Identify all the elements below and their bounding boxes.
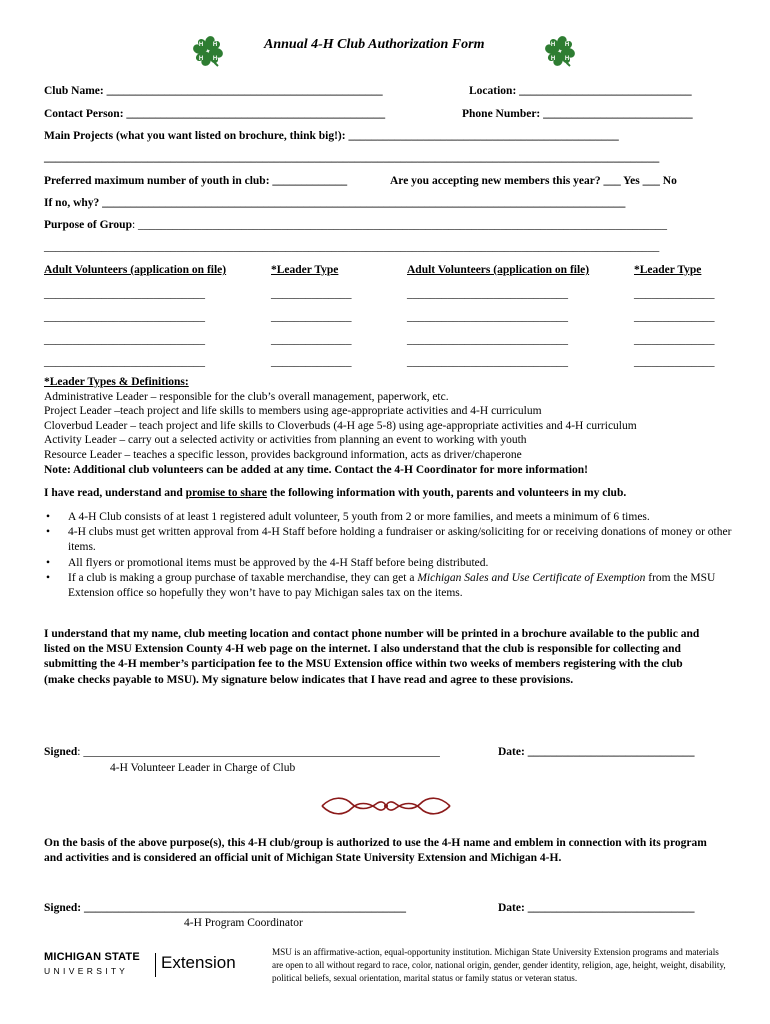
- volunteer-name-blank[interactable]: ____________________________: [407, 356, 568, 368]
- four-h-clover-right-icon: [540, 31, 580, 71]
- rule-item: • 4-H clubs must get written approval from 4-H Staff before holding a fundraiser or asking/soliciting for or receiving donations of money or other items.: [44, 525, 740, 555]
- leader-type-col2-header: *Leader Type: [271, 264, 339, 276]
- rule-item: • A 4-H Club consists of at least 1 registered adult volunteer, 5 youth from 2 or more families, and meets a minimum of 6 times.: [44, 510, 740, 525]
- preferred-max-field[interactable]: Preferred maximum number of youth in club: _____________: [44, 175, 348, 187]
- leader-type-blank[interactable]: ______________: [271, 311, 352, 323]
- volunteer-name-blank[interactable]: ____________________________: [407, 311, 568, 323]
- purpose-line-2[interactable]: ___________________________________________________________________________________________________________: [44, 241, 660, 253]
- leader-type-blank[interactable]: ______________: [271, 288, 352, 300]
- rule4-pre: If a club is making a group purchase of taxable merchandise, they can get a: [68, 571, 418, 584]
- msu-extension-logo: [44, 951, 244, 983]
- signed-label: Signed: [44, 746, 78, 758]
- coordinator-date-field[interactable]: Date: _____________________________: [498, 902, 695, 914]
- volunteers-col1-header: Adult Volunteers (application on file): [44, 264, 227, 276]
- club-name-field[interactable]: Club Name: ________________________________________________: [44, 85, 383, 97]
- leader-signature-field[interactable]: [44, 746, 440, 758]
- authorization-statement: On the basis of the above purpose(s), this 4-H club/group is authorized to use the 4-H name and emblem in connection with its program and activities and is considered an official unit of Michigan State University Extension and Michigan 4-H.: [44, 837, 707, 865]
- svg-text:H: H: [212, 56, 218, 62]
- definition-item: Cloverbud Leader – teach project and life skills to Cloverbuds (4-H age 5-8) using age-appropriate activities and 4-H curriculum: [44, 419, 637, 432]
- coordinator-signature-caption: 4-H Program Coordinator: [184, 917, 303, 929]
- purpose-field[interactable]: [44, 219, 667, 231]
- logo-divider: [155, 953, 156, 977]
- agreement-intro-post: the following information with youth, parents and volunteers in my club.: [267, 487, 627, 499]
- location-field[interactable]: Location: ______________________________: [469, 85, 692, 97]
- svg-text:H: H: [198, 56, 204, 62]
- definition-item: Resource Leader – teaches a specific lesson, provides background information, acts as driver/chaperone: [44, 448, 522, 461]
- svg-text:H: H: [564, 42, 570, 48]
- svg-text:H: H: [550, 56, 556, 62]
- form-title: Annual 4-H Club Authorization Form: [264, 37, 485, 52]
- agreement-intro-pre: I have read, understand and: [44, 487, 186, 499]
- signed-line[interactable]: : ______________________________________________________________: [77, 746, 440, 758]
- volunteer-name-blank[interactable]: ____________________________: [44, 334, 205, 346]
- leader-date-field[interactable]: Date: _____________________________: [498, 746, 695, 758]
- definitions-heading: *Leader Types & Definitions:: [44, 376, 189, 388]
- volunteer-name-blank[interactable]: ____________________________: [44, 311, 205, 323]
- definition-item: Project Leader –teach project and life skills to members using age-appropriate activities and 4-H curriculum: [44, 405, 542, 418]
- svg-text:H: H: [198, 42, 204, 48]
- phone-number-field[interactable]: Phone Number: __________________________: [462, 108, 693, 120]
- volunteers-col3-header: Adult Volunteers (application on file): [407, 264, 590, 276]
- rule4-post: from the MSU Extension office so hopefully they won’t have to pay Michigan sales tax on the items.: [68, 571, 716, 600]
- contact-person-field[interactable]: Contact Person: _____________________________________________: [44, 108, 386, 120]
- leader-definitions: [44, 375, 637, 477]
- leader-type-blank[interactable]: ______________: [634, 288, 715, 300]
- logo-line1: MICHIGAN STATE: [44, 951, 140, 963]
- volunteer-name-blank[interactable]: ____________________________: [44, 356, 205, 368]
- volunteer-name-blank[interactable]: ____________________________: [407, 288, 568, 300]
- footer-disclaimer: MSU is an affirmative-action, equal-opportunity institution. Michigan State University Extension programs and materials are open to all without regard to race, color, national origin, gender, gender identity, religion, age, height, weight, disability, political beliefs, sexual orientation, marital status or family status or veteran status.: [272, 947, 726, 984]
- volunteer-name-blank[interactable]: ____________________________: [407, 334, 568, 346]
- agreement-intro: [44, 487, 626, 499]
- coordinator-signature-field[interactable]: Signed: ________________________________________________________: [44, 902, 406, 914]
- leader-type-col4-header: *Leader Type: [634, 264, 702, 276]
- svg-text:H: H: [212, 42, 218, 48]
- definition-item: Administrative Leader – responsible for the club’s overall management, paperwork, etc.: [44, 390, 449, 403]
- accepting-members-field[interactable]: Are you accepting new members this year? ___ Yes ___ No: [390, 175, 677, 187]
- main-projects-field[interactable]: Main Projects (what you want listed on brochure, think big!): _______________________________________________: [44, 130, 619, 142]
- purpose-line[interactable]: : ____________________________________________________________________________________________: [131, 219, 668, 231]
- leader-type-blank[interactable]: ______________: [634, 311, 715, 323]
- rule-item: [44, 571, 740, 601]
- rule-item: • All flyers or promotional items must be approved by the 4-H Staff before being distributed.: [44, 556, 740, 571]
- agreement-intro-underline: promise to share: [185, 487, 268, 499]
- purpose-label: Purpose of Group: [44, 219, 132, 231]
- leader-signature-caption: 4-H Volunteer Leader in Charge of Club: [110, 762, 296, 774]
- main-projects-line[interactable]: ___________________________________________________________________________________________________________: [44, 152, 660, 164]
- svg-text:H: H: [564, 56, 570, 62]
- logo-line2: U N I V E R S I T Y: [44, 966, 126, 976]
- leader-type-blank[interactable]: ______________: [634, 356, 715, 368]
- rule4-italic: Michigan Sales and Use Certificate of Exemption: [417, 571, 646, 584]
- svg-text:H: H: [550, 42, 556, 48]
- leader-type-blank[interactable]: ______________: [271, 356, 352, 368]
- understanding-paragraph: I understand that my name, club meeting location and contact phone number will be printed in a brochure available to the public and listed on the MSU Extension County 4-H web page on the internet. I also understand that the club is responsible for collecting and submitting the 4-H member’s participation fee to the MSU Extension office within two weeks of members registering with the club (make checks payable to MSU). My signature below indicates that I have read and agree to these provisions.: [44, 628, 700, 686]
- if-no-why-field[interactable]: If no, why? ___________________________________________________________________________________________: [44, 197, 626, 209]
- leader-type-blank[interactable]: ______________: [634, 334, 715, 346]
- logo-extension: Extension: [161, 953, 236, 972]
- four-h-clover-left-icon: [188, 31, 228, 71]
- decorative-divider-icon: [318, 794, 454, 818]
- leader-type-blank[interactable]: ______________: [271, 334, 352, 346]
- definitions-note: Note: Additional club volunteers can be added at any time. Contact the 4-H Coordinator for more information!: [44, 463, 588, 476]
- definition-item: Activity Leader – carry out a selected activity or activities from planning an event to working with youth: [44, 434, 527, 447]
- club-rules-list: [44, 510, 740, 601]
- volunteer-name-blank[interactable]: ____________________________: [44, 288, 205, 300]
